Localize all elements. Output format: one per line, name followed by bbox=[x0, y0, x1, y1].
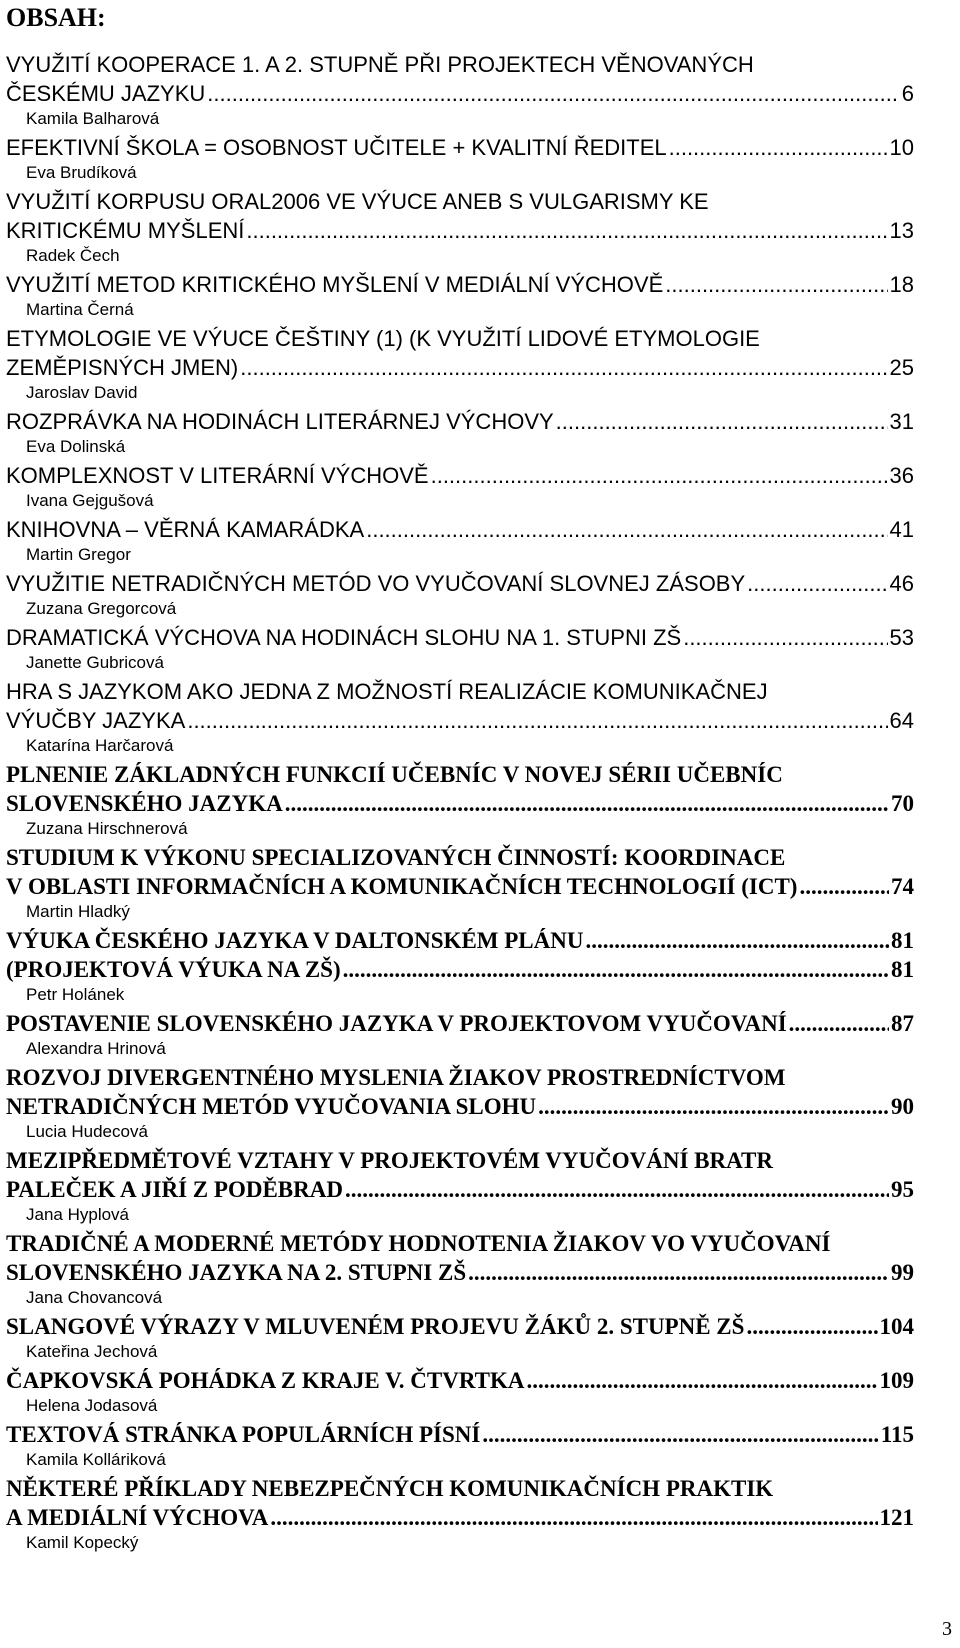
toc-entry-title-row bbox=[6, 1009, 914, 1038]
toc-entry[interactable] bbox=[6, 955, 914, 1005]
dot-leader bbox=[343, 955, 889, 984]
toc-entry[interactable] bbox=[6, 1229, 914, 1308]
toc-entry[interactable] bbox=[6, 461, 914, 511]
dot-leader bbox=[468, 1258, 889, 1287]
dot-leader bbox=[747, 569, 887, 598]
toc-entry-author: Zuzana Hirschnerová bbox=[26, 819, 188, 838]
toc-entry-title-row bbox=[6, 926, 914, 955]
toc-entry[interactable] bbox=[6, 50, 914, 129]
toc-entry-title-line: KNIHOVNA – VĚRNÁ KAMARÁDKA bbox=[6, 517, 365, 542]
toc-entry-author: Ivana Gejgušová bbox=[26, 491, 154, 510]
dot-leader bbox=[746, 1312, 877, 1341]
toc-entry[interactable] bbox=[6, 760, 914, 839]
toc-entry-title-row bbox=[6, 872, 914, 901]
toc-entry-author: Kamila Balharová bbox=[26, 109, 160, 128]
toc-entry-page-number: 6 bbox=[901, 81, 914, 106]
toc-entry-title-line: VÝUKA ČESKÉHO JAZYKA V DALTONSKÉM PLÁNU bbox=[6, 928, 584, 953]
toc-entry-author: Katarína Harčarová bbox=[26, 736, 174, 755]
toc-entry-title-line: SLOVENSKÉHO JAZYKA bbox=[6, 791, 283, 816]
toc-entry-page-number: 81 bbox=[891, 957, 914, 982]
toc-entry-title-row bbox=[6, 1092, 914, 1121]
toc-entry-author: Jana Hyplová bbox=[26, 1205, 130, 1224]
toc-entry-page-number: 36 bbox=[889, 463, 914, 488]
toc-entry-title-row bbox=[6, 515, 914, 544]
toc-entry-author: Lucia Hudecová bbox=[26, 1122, 148, 1141]
dot-leader bbox=[270, 1503, 877, 1532]
dot-leader bbox=[482, 1420, 878, 1449]
toc-entry-page-number: 53 bbox=[889, 625, 914, 650]
toc-entry[interactable] bbox=[6, 133, 914, 183]
dot-leader bbox=[665, 270, 887, 299]
toc-entry-page-number: 10 bbox=[889, 135, 914, 160]
toc-entry-page-number: 41 bbox=[889, 517, 914, 542]
toc-entry-title-row bbox=[6, 216, 914, 245]
dot-leader bbox=[207, 79, 899, 108]
toc-entry-title-line: PLNENIE ZÁKLADNÝCH FUNKCIÍ UČEBNÍC V NOVEJ SÉRII UČEBNÍC bbox=[6, 762, 783, 787]
toc-entry-title-row bbox=[6, 407, 914, 436]
toc-entry-title-line: TRADIČNÉ A MODERNÉ METÓDY HODNOTENIA ŽIAKOV VO VYUČOVANÍ bbox=[6, 1231, 831, 1256]
toc-entry-author: Alexandra Hrinová bbox=[26, 1039, 166, 1058]
toc-entry-title-row bbox=[6, 569, 914, 598]
toc-entry-title-row bbox=[6, 1175, 914, 1204]
toc-entry-author: Kamila Kolláriková bbox=[26, 1450, 166, 1469]
dot-leader bbox=[431, 461, 888, 490]
toc-entry-title-row bbox=[6, 706, 914, 735]
dot-leader bbox=[285, 789, 889, 818]
dot-leader bbox=[789, 1009, 889, 1038]
dot-leader bbox=[683, 623, 887, 652]
toc-entry-title-line: ROZVOJ DIVERGENTNÉHO MYSLENIA ŽIAKOV PROSTREDNÍCTVOM bbox=[6, 1065, 786, 1090]
toc-entry-title-line: V OBLASTI INFORMAČNÍCH A KOMUNIKAČNÍCH TECHNOLOGIÍ (ICT) bbox=[6, 874, 798, 899]
toc-entry[interactable] bbox=[6, 1474, 914, 1553]
toc-entry-page-number: 46 bbox=[889, 571, 914, 596]
toc-entry-author: Eva Dolinská bbox=[26, 437, 126, 456]
toc-entry-page-number: 70 bbox=[891, 791, 914, 816]
toc-entry[interactable] bbox=[6, 1366, 914, 1416]
toc-entry-title-line: NĚKTERÉ PŘÍKLADY NEBEZPEČNÝCH KOMUNIKAČNÍCH PRAKTIK bbox=[6, 1476, 774, 1501]
dot-leader bbox=[585, 926, 889, 955]
toc-entry-title-line: STUDIUM K VÝKONU SPECIALIZOVANÝCH ČINNOSTÍ: KOORDINACE bbox=[6, 845, 786, 870]
toc-entry-page-number: 109 bbox=[879, 1368, 914, 1393]
toc-entry[interactable] bbox=[6, 926, 914, 955]
toc-entry-title-row bbox=[6, 1312, 914, 1341]
toc-entry[interactable] bbox=[6, 1420, 914, 1470]
toc-entry[interactable] bbox=[6, 1063, 914, 1142]
toc-entry-author: Helena Jodasová bbox=[26, 1396, 158, 1415]
toc-entry-title-row bbox=[6, 1503, 914, 1532]
toc-entry-author: Eva Brudíková bbox=[26, 163, 137, 182]
dot-leader bbox=[526, 1366, 877, 1395]
toc-entry-author: Petr Holánek bbox=[26, 985, 125, 1004]
toc-entry-title-row bbox=[6, 353, 914, 382]
toc-entry[interactable] bbox=[6, 407, 914, 457]
toc-entry[interactable] bbox=[6, 270, 914, 320]
toc-entry-author: Zuzana Gregorcová bbox=[26, 599, 177, 618]
toc-entry-title-line: TEXTOVÁ STRÁNKA POPULÁRNÍCH PÍSNÍ bbox=[6, 1422, 481, 1447]
toc-entry[interactable] bbox=[6, 187, 914, 266]
toc-entry-title-row bbox=[6, 461, 914, 490]
dot-leader bbox=[556, 407, 888, 436]
toc-entry-author: Radek Čech bbox=[26, 246, 120, 265]
dot-leader bbox=[366, 515, 887, 544]
toc-entry-title-line: POSTAVENIE SLOVENSKÉHO JAZYKA V PROJEKTOVOM VYUČOVANÍ bbox=[6, 1011, 787, 1036]
dot-leader bbox=[240, 353, 887, 382]
toc-entry-author: Martin Gregor bbox=[26, 545, 131, 564]
toc-entry-title-row bbox=[6, 79, 914, 108]
toc-entry-page-number: 74 bbox=[891, 874, 914, 899]
toc-entry-title-row bbox=[6, 1366, 914, 1395]
toc-entry-title-line: SLANGOVÉ VÝRAZY V MLUVENÉM PROJEVU ŽÁKŮ 2. STUPNĚ ZŠ bbox=[6, 1314, 745, 1339]
toc-entry-title-line: VYUŽITÍ METOD KRITICKÉHO MYŠLENÍ V MEDIÁLNÍ VÝCHOVĚ bbox=[6, 272, 664, 297]
toc-entry-title-row bbox=[6, 623, 914, 652]
toc-entry-author: Martina Černá bbox=[26, 300, 134, 319]
dot-leader bbox=[246, 216, 887, 245]
toc-entry-title-line: ETYMOLOGIE VE VÝUCE ČEŠTINY (1) (K VYUŽITÍ LIDOVÉ ETYMOLOGIE bbox=[6, 326, 760, 351]
toc-entry-title-row bbox=[6, 133, 914, 162]
toc-entry-author: Jana Chovancová bbox=[26, 1288, 163, 1307]
toc-entry-title-line: (PROJEKTOVÁ VÝUKA NA ZŠ) bbox=[6, 957, 341, 982]
page-folio: 3 bbox=[942, 1618, 952, 1640]
toc-entry-title-line: NETRADIČNÝCH METÓD VYUČOVANIA SLOHU bbox=[6, 1094, 537, 1119]
toc-entry-title-line: VYUŽITÍ KORPUSU ORAL2006 VE VÝUCE ANEB S VULGARISMY KE bbox=[6, 189, 709, 214]
toc-entry-page-number: 81 bbox=[891, 928, 914, 953]
toc-entry-title-line: KOMPLEXNOST V LITERÁRNÍ VÝCHOVĚ bbox=[6, 463, 429, 488]
toc-entry-page-number: 87 bbox=[891, 1011, 914, 1036]
toc-entry-title-line: ČAPKOVSKÁ POHÁDKA Z KRAJE V. ČTVRTKA bbox=[6, 1368, 525, 1393]
toc-entry[interactable] bbox=[6, 677, 914, 756]
toc-entry-page-number: 13 bbox=[889, 218, 914, 243]
toc-entry-page-number: 104 bbox=[879, 1314, 914, 1339]
toc-entry-title-line: ČESKÉMU JAZYKU bbox=[6, 81, 206, 106]
toc-entry-page-number: 25 bbox=[889, 355, 914, 380]
toc-entry-title-line: SLOVENSKÉHO JAZYKA NA 2. STUPNI ZŠ bbox=[6, 1260, 467, 1285]
toc-entry-page-number: 18 bbox=[889, 272, 914, 297]
toc-entry-title-line: EFEKTIVNÍ ŠKOLA = OSOBNOST UČITELE + KVALITNÍ ŘEDITEL bbox=[6, 135, 667, 160]
dot-leader bbox=[345, 1175, 889, 1204]
toc-entry-title-row bbox=[6, 789, 914, 818]
toc-entry[interactable] bbox=[6, 1146, 914, 1225]
toc-entry-title-line: VÝUČBY JAZYKA bbox=[6, 708, 186, 733]
toc-entry-title-line: ZEMĚPISNÝCH JMEN) bbox=[6, 355, 239, 380]
dot-leader bbox=[669, 133, 888, 162]
toc-entry-page-number: 64 bbox=[889, 708, 914, 733]
toc-entry-title-line: HRA S JAZYKOM AKO JEDNA Z MOŽNOSTÍ REALIZÁCIE KOMUNIKAČNEJ bbox=[6, 679, 768, 704]
toc-entry[interactable] bbox=[6, 843, 914, 922]
dot-leader bbox=[538, 1092, 889, 1121]
toc-entry[interactable] bbox=[6, 1009, 914, 1059]
toc-entry-title-line: VYUŽITÍ KOOPERACE 1. A 2. STUPNĚ PŘI PROJEKTECH VĚNOVANÝCH bbox=[6, 52, 754, 77]
toc-entry[interactable] bbox=[6, 569, 914, 619]
toc-entry-title-line: DRAMATICKÁ VÝCHOVA NA HODINÁCH SLOHU NA 1. STUPNI ZŠ bbox=[6, 625, 682, 650]
toc-entry-page-number: 99 bbox=[891, 1260, 914, 1285]
toc-entry-title-row bbox=[6, 270, 914, 299]
toc-entry-title-line: MEZIPŘEDMĚTOVÉ VZTAHY V PROJEKTOVÉM VYUČOVÁNÍ BRATR bbox=[6, 1148, 773, 1173]
dot-leader bbox=[799, 872, 889, 901]
toc-entry[interactable] bbox=[6, 1312, 914, 1362]
toc-entry-page-number: 121 bbox=[879, 1505, 914, 1530]
toc-entry[interactable] bbox=[6, 515, 914, 565]
toc-entry-author: Kateřina Jechová bbox=[26, 1342, 158, 1361]
toc-entry-title-line: ROZPRÁVKA NA HODINÁCH LITERÁRNEJ VÝCHOVY bbox=[6, 409, 554, 434]
table-of-contents bbox=[6, 50, 914, 1557]
toc-entry-title-line: VYUŽITIE NETRADIČNÝCH METÓD VO VYUČOVANÍ SLOVNEJ ZÁSOBY bbox=[6, 571, 746, 596]
page-heading: OBSAH: bbox=[6, 3, 106, 32]
toc-entry-page-number: 90 bbox=[891, 1094, 914, 1119]
toc-entry-page-number: 95 bbox=[891, 1177, 914, 1202]
toc-entry-author: Martin Hladký bbox=[26, 902, 130, 921]
dot-leader bbox=[187, 706, 887, 735]
toc-entry-title-line: KRITICKÉMU MYŠLENÍ bbox=[6, 218, 245, 243]
toc-entry-title-line: PALEČEK A JIŘÍ Z PODĚBRAD bbox=[6, 1177, 343, 1202]
toc-entry-author: Janette Gubricová bbox=[26, 653, 164, 672]
toc-entry-title-row bbox=[6, 1420, 914, 1449]
toc-entry[interactable] bbox=[6, 623, 914, 673]
toc-entry-author: Kamil Kopecký bbox=[26, 1533, 139, 1552]
toc-entry-page-number: 31 bbox=[889, 409, 914, 434]
toc-entry-author: Jaroslav David bbox=[26, 383, 138, 402]
toc-entry-page-number: 115 bbox=[880, 1422, 914, 1447]
toc-entry-title-row bbox=[6, 1258, 914, 1287]
toc-entry-title-line: A MEDIÁLNÍ VÝCHOVA bbox=[6, 1505, 269, 1530]
toc-entry-title-row bbox=[6, 955, 914, 984]
toc-entry[interactable] bbox=[6, 324, 914, 403]
